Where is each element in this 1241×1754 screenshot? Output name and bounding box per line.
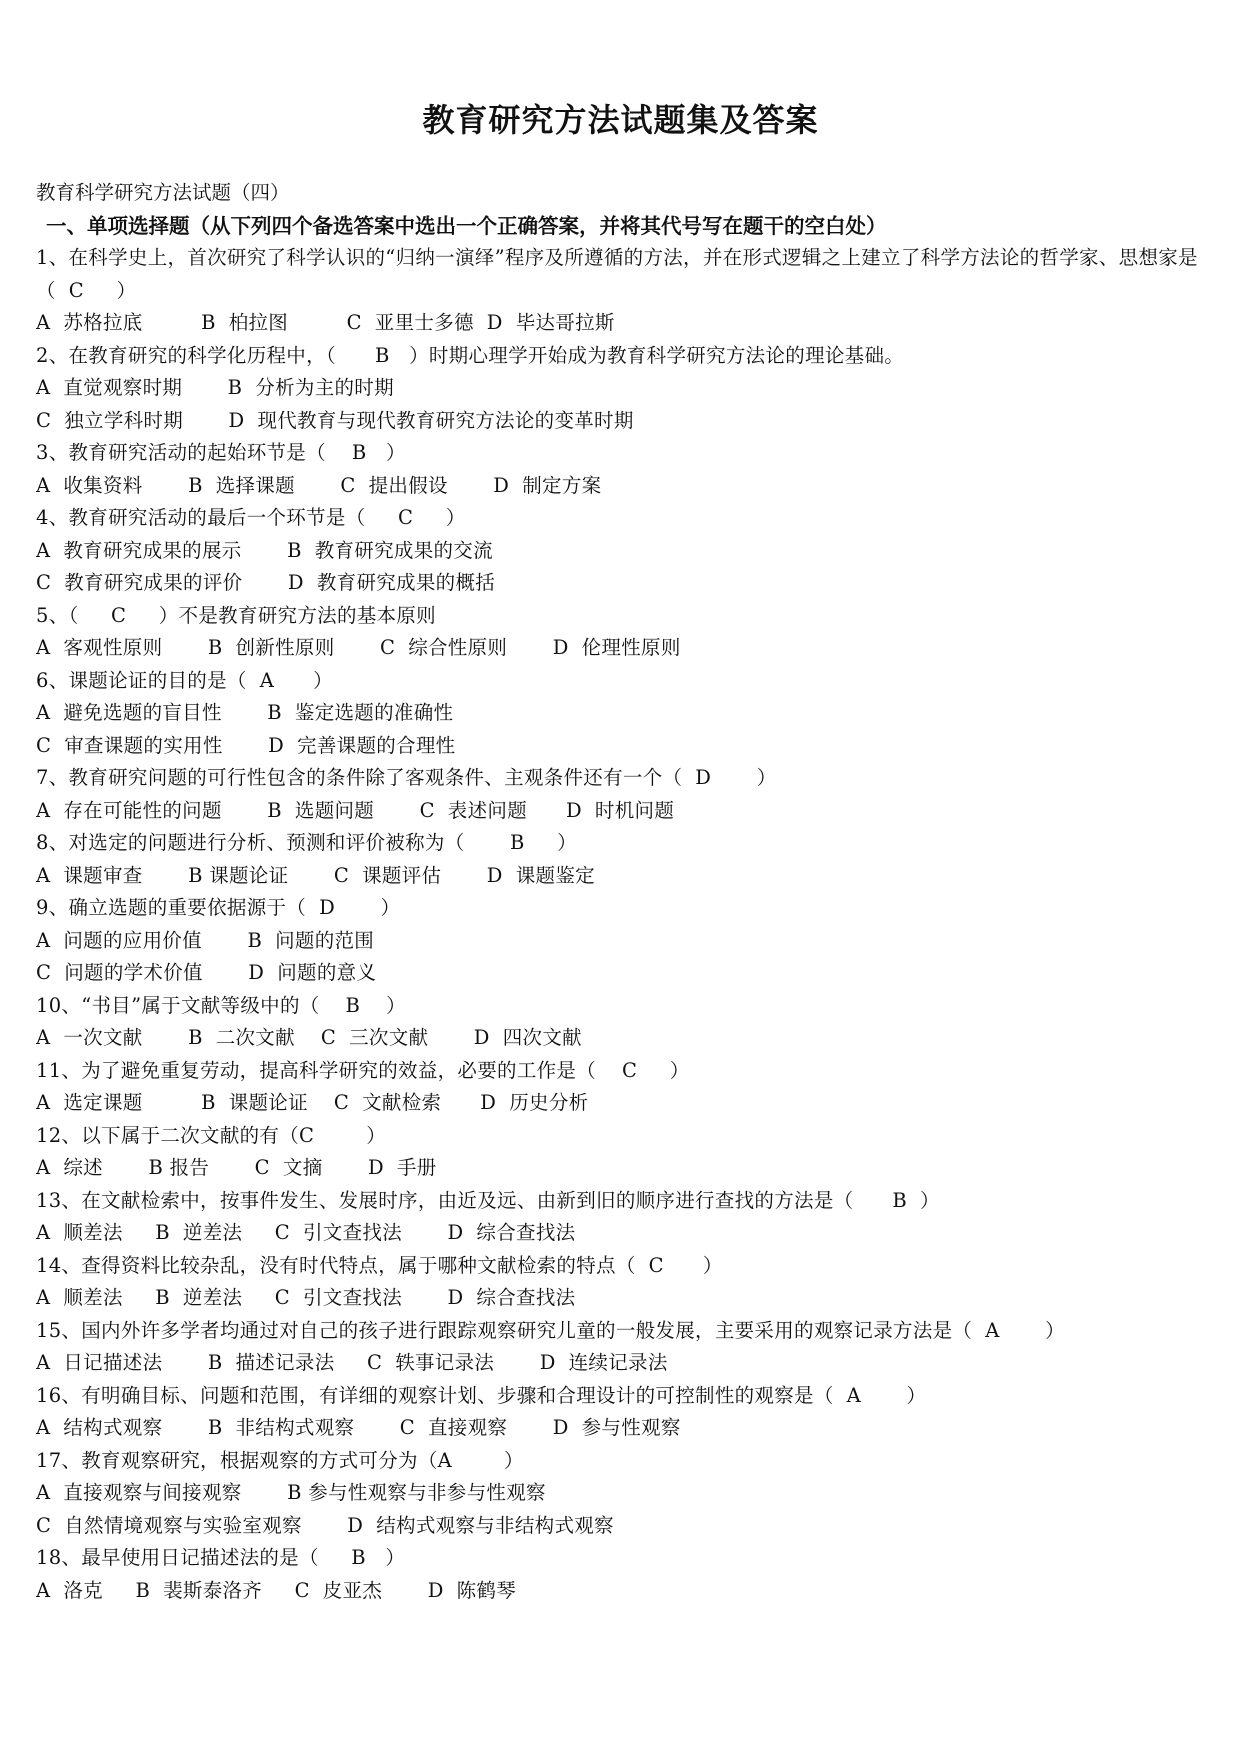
question-options: C 问题的学术价值 D 问题的意义 [36, 961, 377, 984]
question-stem: 17、教育观察研究，根据观察的方式可分为（A ） [36, 1448, 524, 1472]
question-options: A 课题审查 B 课题论证 C 课题评估 D 课题鉴定 [36, 863, 595, 887]
question-stem: 11、为了避免重复劳动，提高科学研究的效益，必要的工作是（ C ） [36, 1058, 690, 1082]
question-stem: 5、（ C ）不是教育研究方法的基本原则 [36, 603, 436, 627]
question-options: A 选定课题 B 课题论证 C 文献检索 D 历史分析 [36, 1091, 589, 1114]
question-options: A 洛克 B 裴斯泰洛齐 C 皮亚杰 D 陈鹤琴 [36, 1578, 517, 1602]
question-stem: 6、课题论证的目的是（ A ） [36, 668, 333, 692]
question-stem: 8、对选定的问题进行分析、预测和评价被称为（ B ） [36, 831, 577, 854]
question-stem: 2、在教育研究的科学化历程中，（ B ）时期心理学开始成为教育科学研究方法论的理论基础。 [36, 343, 905, 367]
exam-subtitle: 教育科学研究方法试题（四） [36, 181, 290, 204]
question-options: A 顺差法 B 逆差法 C 引文查找法 D 综合查找法 [36, 1221, 576, 1244]
question-options: A 客观性原则 B 创新性原则 C 综合性原则 D 伦理性原则 [36, 636, 681, 659]
question-options: A 顺差法 B 逆差法 C 引文查找法 D 综合查找法 [36, 1286, 576, 1309]
question-options: A 一次文献 B 二次文献 C 三次文献 D 四次文献 [36, 1026, 582, 1049]
question-stem: 9、确立选题的重要依据源于（ D ） [36, 896, 401, 919]
question-stem: 14、查得资料比较杂乱，没有时代特点，属于哪种文献检索的特点（ C ） [36, 1253, 723, 1277]
question-options: A 结构式观察 B 非结构式观察 C 直接观察 D 参与性观察 [36, 1416, 681, 1439]
question-stem: 7、教育研究问题的可行性包含的条件除了客观条件、主观条件还有一个（ D ） [36, 766, 777, 789]
question-options: A 问题的应用价值 B 问题的范围 [36, 928, 375, 952]
question-stem: 18、最早使用日记描述法的是（ B ） [36, 1546, 406, 1569]
question-stem: 12、以下属于二次文献的有（C ） [36, 1123, 387, 1147]
question-options: A 综述 B 报告 C 文摘 D 手册 [36, 1156, 437, 1179]
question-options: A 苏格拉底 B 柏拉图 C 亚里士多德 D 毕达哥拉斯 [36, 311, 615, 334]
question-options: C 独立学科时期 D 现代教育与现代教育研究方法论的变革时期 [36, 408, 634, 432]
document-body [36, 177, 1216, 1607]
question-stem: 10、“书目”属于文献等级中的（ B ） [36, 993, 406, 1017]
question-stem: 15、国内外许多学者均通过对自己的孩子进行跟踪观察研究儿童的一般发展，主要采用的观察记录方法是（ A ） [36, 1318, 1065, 1342]
section-heading: 一、单项选择题（从下列四个备选答案中选出一个正确答案，并将其代号写在题干的空白处） [46, 213, 887, 238]
question-options: C 审查课题的实用性 D 完善课题的合理性 [36, 733, 456, 757]
question-options: A 直接观察与间接观察 B 参与性观察与非参与性观察 [36, 1481, 546, 1504]
question-stem: 4、教育研究活动的最后一个环节是（ C ） [36, 506, 466, 529]
question-options: C 教育研究成果的评价 D 教育研究成果的概括 [36, 571, 496, 594]
question-stem: 16、有明确目标、问题和范围，有详细的观察计划、步骤和合理设计的可控制性的观察是（ A ） [36, 1383, 927, 1407]
document-title: 教育研究方法试题集及答案 [422, 101, 819, 139]
question-options: A 避免选题的盲目性 B 鉴定选题的准确性 [36, 701, 454, 724]
question-options: A 收集资料 B 选择课题 C 提出假设 D 制定方案 [36, 473, 602, 497]
question-stem: 1、在科学史上，首次研究了科学认识的“归纳一演绎”程序及所遵循的方法，并在形式逻辑之上建立了科学方法论的哲学家、思想家是（ C ） [36, 246, 1198, 302]
question-list [36, 242, 1216, 1607]
question-options: A 教育研究成果的展示 B 教育研究成果的交流 [36, 538, 493, 562]
question-options: A 日记描述法 B 描述记录法 C 轶事记录法 D 连续记录法 [36, 1351, 668, 1374]
question-options: C 自然情境观察与实验室观察 D 结构式观察与非结构式观察 [36, 1513, 614, 1537]
question-stem: 3、教育研究活动的起始环节是（ B ） [36, 441, 406, 464]
question-stem: 13、在文献检索中，按事件发生、发展时序，由近及远、由新到旧的顺序进行查找的方法是（ B ） [36, 1188, 940, 1212]
question-options: A 存在可能性的问题 B 选题问题 C 表述问题 D 时机问题 [36, 798, 675, 822]
question-options: A 直觉观察时期 B 分析为主的时期 [36, 376, 394, 399]
